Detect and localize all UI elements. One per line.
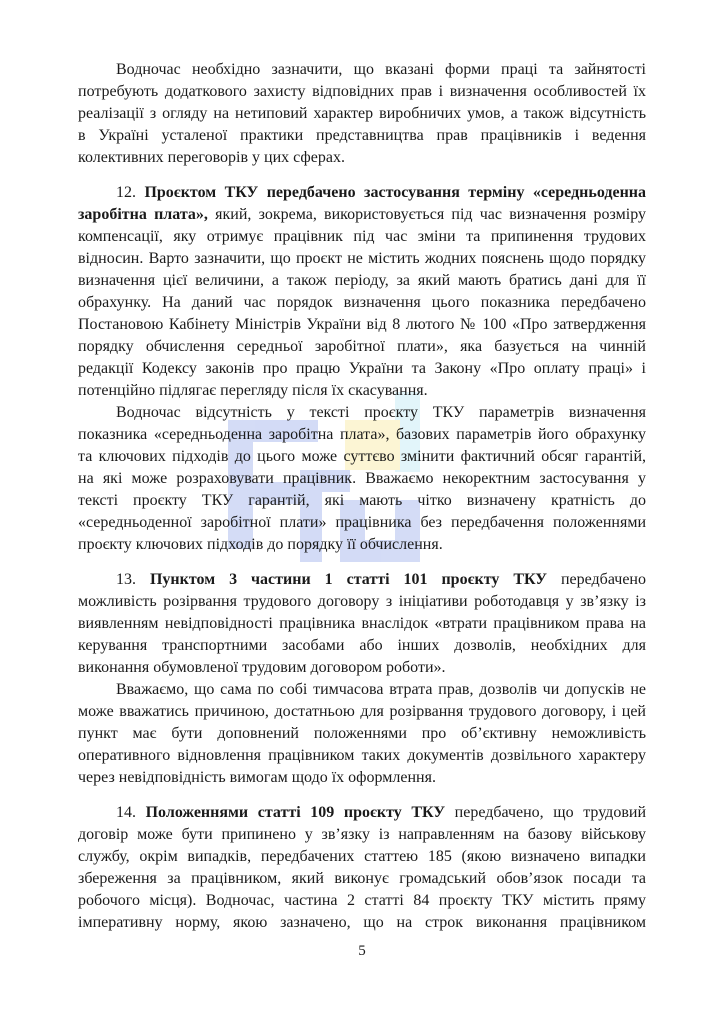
text-line: на які може розраховувати працівник. Вважаємо некоректним застосування у [78, 470, 646, 487]
text-line: проєкту ключових підходів до порядку її обчислення. [78, 536, 443, 553]
text-line: показника «середньоденна заробітна плата», базових параметрів його обрахунку [78, 426, 646, 443]
paragraph [78, 59, 646, 169]
text-span: який, зокрема, використовується під час визначення розміру [207, 206, 646, 223]
paragraph [78, 182, 646, 402]
text-line: оперативного відновлення працівником таких документів дозвільного характеру [78, 747, 646, 764]
text-line: потребують додаткового захисту відповідних прав і визначення особливостей їх [78, 83, 646, 100]
page-number: 5 [358, 943, 366, 959]
text-line [78, 182, 646, 204]
text-line: пункт має бути доповнений положеннями про об’єктивну неможливість [78, 725, 646, 742]
text-span: 14. [116, 804, 146, 821]
text-line: договір може бути припинено у зв’язку із направленням на базову військову [78, 826, 646, 843]
text-span: 13. [116, 571, 150, 588]
text-line: Постановою Кабінету Міністрів України від 8 лютого № 100 «Про затвердження [78, 316, 646, 333]
text-line: реалізації з огляду на нетиповий характер виробничих умов, а також відсутність [78, 105, 646, 122]
text-span: 12. [116, 184, 145, 201]
text-line: компенсації, яку отримує працівник під час зміни та припинення трудових [78, 228, 646, 245]
paragraph [78, 402, 646, 556]
text-line: можливість розірвання трудового договору з ініціативи роботодавця у зв’язку із [78, 593, 646, 610]
text-line: колективних переговорів у цих сферах. [78, 149, 345, 166]
text-line: керування транспортними засобами або інших дозволів, необхідних для [78, 637, 646, 654]
text-span: передбачено [547, 571, 646, 588]
bold-text: Пунктом 3 частини 1 статті 101 проєкту ТКУ [149, 571, 548, 588]
text-line: може вважатись причиною, достатньою для розірвання трудового договору, і цей [78, 703, 646, 720]
text-line: тексті проєкту ТКУ гарантій, які мають чітко визначену кратність до [78, 492, 646, 509]
text-line: порядку обчислення середньої заробітної плати», яка базується на чинній [78, 338, 646, 355]
text-line: Вважаємо, що сама по собі тимчасова втрата прав, дозволів чи допусків не [116, 681, 646, 698]
bold-text: Проєктом ТКУ передбачено застосування терміну «середньоденна [144, 184, 647, 201]
text-span: передбачено, що трудовий [445, 804, 647, 821]
text-line [78, 204, 646, 226]
text-line: збереження за працівником, який виконує громадський обов’язок посади та [78, 870, 646, 887]
text-line: обрахунку. На даний час порядок визначення цього показника передбачено [78, 294, 646, 311]
text-line: потенційно підлягає перегляду після їх скасування. [78, 382, 428, 399]
text-line: імперативну норму, якою зазначено, що на строк виконання працівником [78, 914, 646, 931]
text-line: «середньоденної заробітної плати» працівника без передбачення положеннями [78, 514, 646, 531]
text-line: виконання обумовленої трудовим договором роботи». [78, 659, 446, 676]
paragraph [78, 569, 646, 679]
bold-text: Положеннями статті 109 проєкту ТКУ [145, 804, 446, 821]
text-line: виявленням невідповідності працівника внаслідок «втрати працівником права на [78, 615, 646, 632]
text-line: в Україні усталеної практики представництва прав працівників і ведення [78, 127, 646, 144]
text-line: Водночас необхідно зазначити, що вказані форми праці та зайнятості [116, 61, 646, 78]
document-body [78, 59, 646, 934]
paragraph [78, 802, 646, 934]
text-line: відносин. Варто зазначити, що проєкт не містить жодних пояснень щодо порядку [78, 250, 646, 267]
text-line [78, 802, 646, 824]
text-line: службу, окрім випадків, передбачених статтею 185 (якою визначено випадки [78, 848, 646, 865]
text-line: редакції Кодексу законів про працю України та Закону «Про оплату праці» і [78, 360, 646, 377]
text-line [78, 569, 646, 591]
bold-text: заробітна плата», [78, 206, 208, 223]
text-line: визначення цієї величини, а також періоду, за який мають братись дані для її [78, 272, 646, 289]
paragraph [78, 679, 646, 789]
text-line: та ключових підходів до цього може суттєво змінити фактичний обсяг гарантій, [78, 448, 646, 465]
text-line: робочого місця). Водночас, частина 2 статті 84 проєкту ТКУ містить пряму [78, 892, 646, 909]
text-line: через невідповідність вимогам щодо їх оформлення. [78, 769, 436, 786]
text-line: Водночас відсутність у тексті проєкту ТКУ параметрів визначення [116, 404, 646, 421]
